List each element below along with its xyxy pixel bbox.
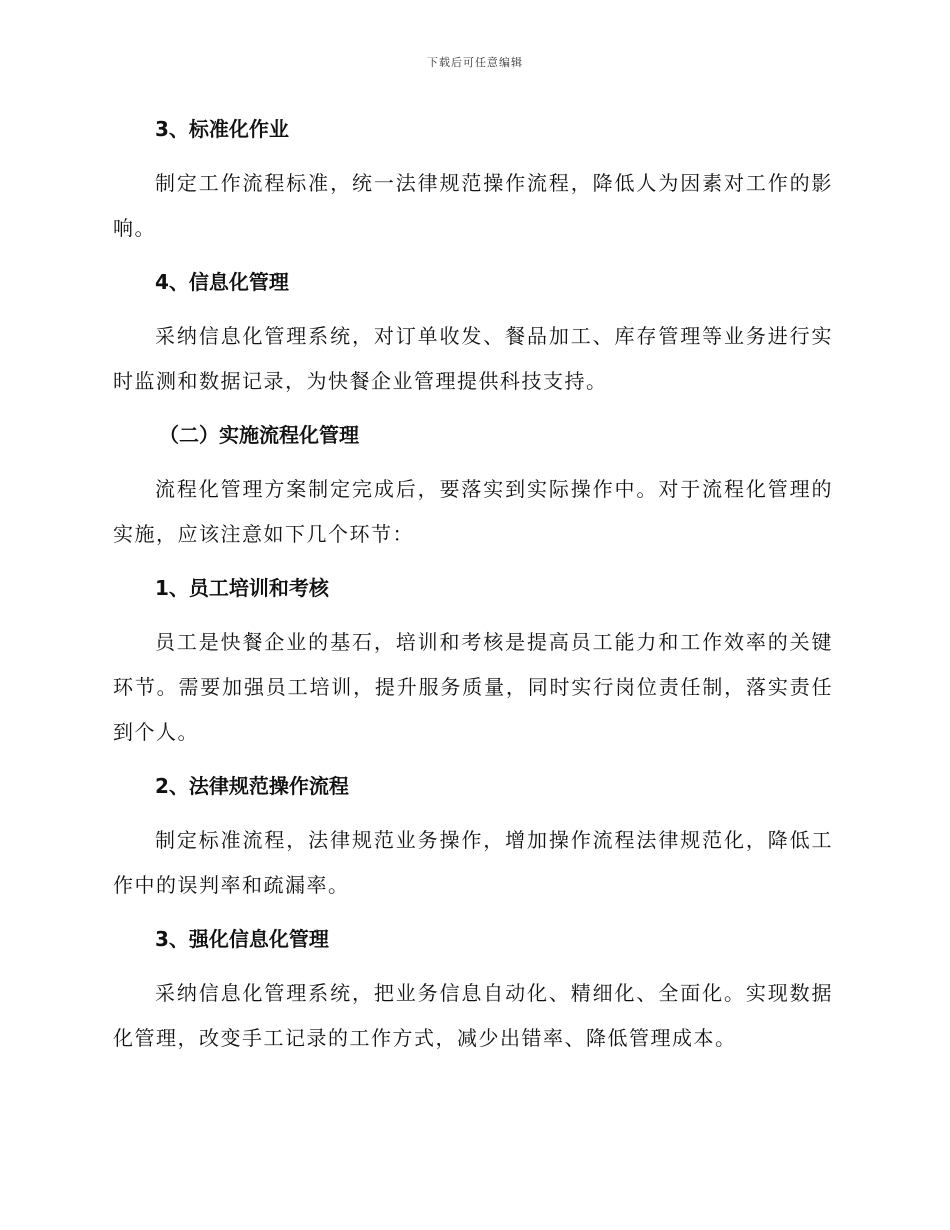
paragraph-legal-operation-process: 制定标准流程，法律规范业务操作，增加操作流程法律规范化，降低工作中的误判率和疏漏率。 (113, 828, 833, 897)
section-heading-information-management: 4、信息化管理 (155, 270, 289, 294)
section-heading-implement-process-management: （二）实施流程化管理 (159, 423, 359, 447)
paragraph-strengthen-information-management: 采纳信息化管理系统，把业务信息自动化、精细化、全面化。实现数据化管理，改变手工记录的工作方式，减少出错率、降低管理成本。 (113, 981, 833, 1050)
paragraph-implement-process-management: 流程化管理方案制定完成后，要落实到实际操作中。对于流程化管理的实施，应该注意如下几个环节： (113, 477, 833, 546)
section-heading-standardized-work: 3、标准化作业 (155, 117, 289, 141)
page-header-note: 下载后可任意编辑 (427, 56, 523, 69)
section-heading-strengthen-information-management: 3、强化信息化管理 (155, 927, 329, 951)
document-body (113, 110, 833, 1061)
paragraph-information-management: 采纳信息化管理系统，对订单收发、餐品加工、库存管理等业务进行实时监测和数据记录，为快餐企业管理提供科技支持。 (113, 324, 833, 393)
section-heading-legal-operation-process: 2、法律规范操作流程 (155, 774, 349, 798)
paragraph-staff-training: 员工是快餐企业的基石，培训和考核是提高员工能力和工作效率的关键环节。需要加强员工培训，提升服务质量，同时实行岗位责任制，落实责任到个人。 (113, 630, 833, 744)
section-heading-staff-training: 1、员工培训和考核 (155, 576, 329, 600)
paragraph-standardized-work: 制定工作流程标准，统一法律规范操作流程，降低人为因素对工作的影响。 (113, 171, 833, 240)
